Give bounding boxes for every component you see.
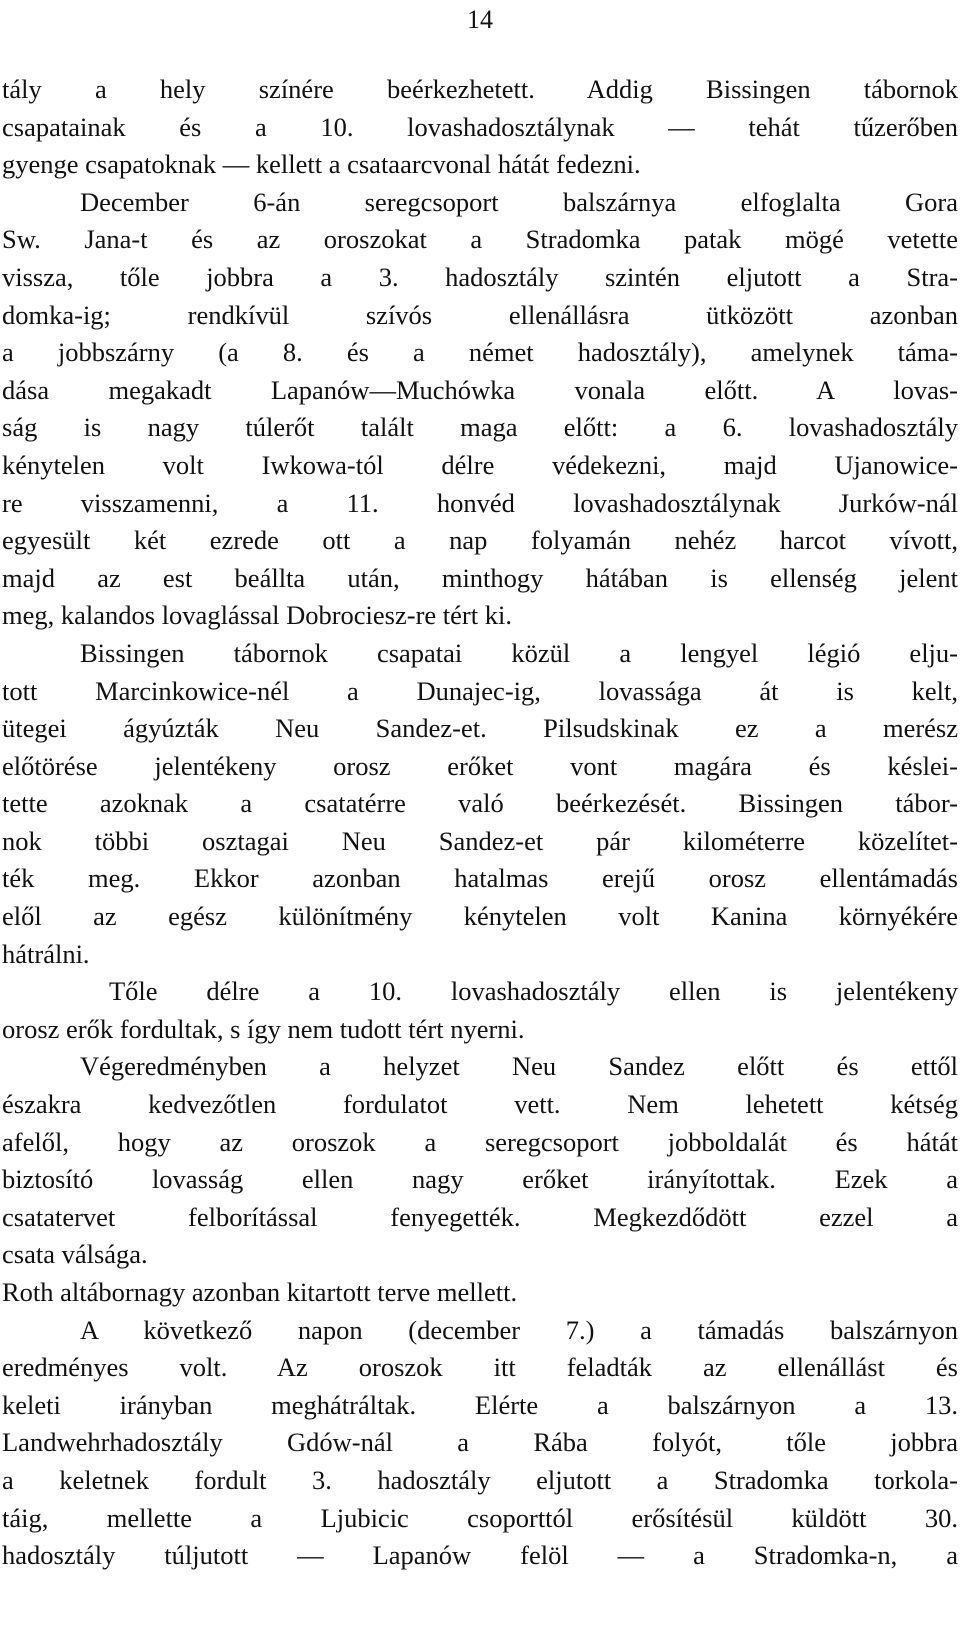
text-line: Tőle délre a 10. lovashadosztály ellen is jelentékeny	[109, 976, 958, 1007]
text-line: majd az est beállta után, minthogy hátában is ellenség jelent	[2, 562, 958, 593]
text-line: eredményes volt. Az oroszok itt feladták az ellenállást és	[2, 1352, 958, 1383]
text-line: tette azoknak a csatatérre való beérkezését. Bissingen tábor-	[2, 788, 958, 819]
text-line: dása megakadt Lapanów—Muchówka vonala előtt. A lovas-	[2, 374, 958, 405]
text-line: keleti irányban meghátráltak. Elérte a balszárnyon a 13.	[2, 1389, 958, 1420]
text-line: a jobbszárny (a 8. és a német hadosztály), amelynek táma-	[2, 337, 958, 368]
text-line: ték meg. Ekkor azonban hatalmas erejű orosz ellentámadás	[2, 863, 958, 894]
text-line: biztosító lovasság ellen nagy erőket irányítottak. Ezek a	[2, 1164, 958, 1195]
text-line: Bissingen tábornok csapatai közül a lengyel légió elju-	[80, 637, 958, 668]
text-line: hátrálni.	[2, 938, 90, 969]
text-line: re visszamenni, a 11. honvéd lovashadosztálynak Jurków-nál	[2, 487, 958, 518]
text-line: nok többi osztagai Neu Sandez-et pár kilométerre közelítet-	[2, 825, 958, 856]
text-line: vissza, tőle jobbra a 3. hadosztály szintén eljutott a Stra-	[2, 261, 958, 292]
text-line: orosz erők fordultak, s így nem tudott tért nyerni.	[2, 1013, 525, 1044]
text-line: Végeredményben a helyzet Neu Sandez előtt és ettől	[80, 1051, 958, 1082]
text-line: északra kedvezőtlen fordulatot vett. Nem lehetett kétség	[2, 1089, 958, 1120]
text-line: afelől, hogy az oroszok a seregcsoport jobboldalát és hátát	[2, 1126, 958, 1157]
text-line: táig, mellette a Ljubicic csoporttól erősítésül küldött 30.	[2, 1502, 958, 1533]
text-line: domka-ig; rendkívül szívós ellenállásra ütközött azonban	[2, 299, 958, 330]
text-line: egyesült két ezrede ott a nap folyamán nehéz harcot vívott,	[2, 525, 958, 556]
page-number: 14	[467, 5, 493, 34]
text-line: előtörése jelentékeny orosz erőket vont magára és késlei-	[2, 750, 958, 781]
body-text	[2, 71, 958, 1575]
text-line: gyenge csapatoknak — kellett a csataarcvonal hátát fedezni.	[2, 149, 641, 180]
text-line: meg, kalandos lovaglással Dobrociesz-re tért ki.	[2, 600, 512, 631]
text-line: ság is nagy túlerőt talált maga előtt: a 6. lovashadosztály	[2, 412, 958, 443]
text-line: hadosztály túljutott — Lapanów felöl — a Stradomka-n, a	[2, 1540, 958, 1571]
text-line: tály a hely színére beérkezhetett. Addig Bissingen tábornok	[2, 74, 958, 104]
text-line: ütegei ágyúzták Neu Sandez-et. Pilsudskinak ez a merész	[2, 713, 958, 744]
text-line: Roth altábornagy azonban kitartott terve mellett.	[2, 1277, 518, 1307]
text-line: elől az egész különítmény kénytelen volt Kanina környékére	[2, 901, 958, 932]
text-line: December 6-án seregcsoport balszárnya elfoglalta Gora	[80, 186, 958, 217]
text-line: A következő napon (december 7.) a támadás balszárnyon	[80, 1314, 958, 1345]
text-line: a keletnek fordult 3. hadosztály eljutott a Stradomka torkola-	[2, 1464, 958, 1495]
text-line: tott Marcinkowice-nél a Dunajec-ig, lovassága át is kelt,	[2, 675, 958, 706]
text-line: kénytelen volt Iwkowa-tól délre védekezni, majd Ujanowice-	[2, 449, 958, 480]
text-line: csatatervet felborítással fenyegették. Megkezdődött ezzel a	[2, 1201, 958, 1232]
text-line: Sw. Jana-t és az oroszokat a Stradomka patak mögé vetette	[2, 224, 958, 255]
text-line: Landwehrhadosztály Gdów-nál a Rába folyót, tőle jobbra	[2, 1427, 958, 1458]
text-line: csata válsága.	[2, 1239, 148, 1270]
text-line: csapatainak és a 10. lovashadosztálynak — tehát tűzerőben	[2, 111, 958, 142]
